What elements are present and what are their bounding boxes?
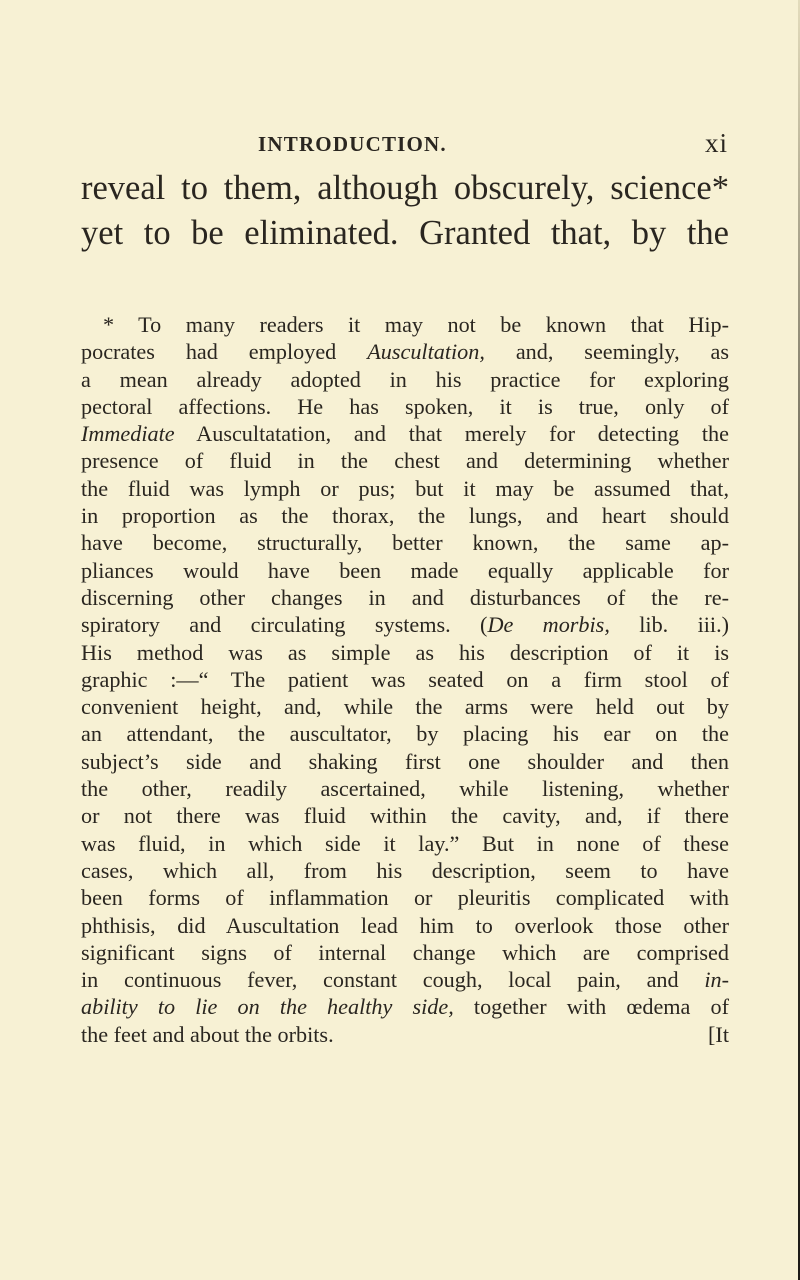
running-title: INTRODUCTION. (258, 132, 447, 156)
footnote-line: His method was as simple as his description of it is (81, 639, 729, 665)
footnote-line: a mean already adopted in his practice for exploring (81, 366, 729, 392)
page-number: xi (704, 128, 728, 158)
footnote-italic: in- (704, 967, 729, 993)
footnote-line: pliances would have been made equally applicable for (81, 557, 729, 583)
footnote-line: graphic :—“ The patient was seated on a firm stool of (81, 666, 729, 692)
footnote-line: phthisis, did Auscultation lead him to overlook those other (81, 912, 729, 938)
footnote-line: convenient height, and, while the arms were held out by (81, 694, 729, 720)
main-text (81, 166, 729, 256)
footnote-line: pectoral affections. He has spoken, it is true, only of (81, 393, 729, 419)
footnote (81, 311, 729, 1048)
footnote-text: spiratory and circulating systems. ( (81, 612, 488, 638)
footnote-text: Auscultatation, and that merely for detecting the (174, 421, 729, 447)
footnote-line: presence of fluid in the chest and determining whether (81, 448, 729, 474)
footnote-line: subject’s side and shaking first one shoulder and then (81, 748, 729, 774)
footnote-italic: Auscultation, (367, 339, 485, 365)
footnote-line: significant signs of internal change which are comprised (81, 939, 729, 965)
footnote-line (81, 338, 729, 365)
footnote-line (81, 420, 729, 447)
footnote-line: the other, readily ascertained, while listening, whether (81, 776, 729, 802)
footnote-line: been forms of inflammation or pleuritis complicated with (81, 885, 729, 911)
footnote-line: have become, structurally, better known, the same ap- (81, 530, 729, 556)
footnote-line (81, 966, 729, 993)
footnote-italic: De morbis, (487, 612, 610, 638)
footnote-line: discerning other changes in and disturbances of the re- (81, 584, 729, 610)
footnote-text: in continuous fever, constant cough, local pain, and (81, 967, 705, 993)
catchword: [It (708, 1021, 729, 1047)
main-line: yet to be eliminated. Granted that, by the (81, 214, 729, 252)
footnote-text: lib. iii.) (609, 612, 730, 638)
footnote-line: in proportion as the thorax, the lungs, and heart should (81, 503, 729, 529)
footnote-line: * To many readers it may not be known that Hip- (103, 312, 729, 337)
footnote-italic: Immediate (81, 421, 175, 447)
footnote-line: the fluid was lymph or pus; but it may be assumed that, (81, 475, 729, 501)
footnote-text: together with œdema of (453, 994, 730, 1020)
footnote-line: was fluid, in which side it lay.” But in none of these (81, 830, 729, 856)
main-line: reveal to them, although obscurely, science* (81, 169, 729, 207)
footnote-line: cases, which all, from his description, seem to have (81, 857, 729, 883)
footnote-line (81, 993, 729, 1020)
running-head (258, 128, 728, 164)
footnote-line: an attendant, the auscultator, by placing his ear on the (81, 721, 729, 747)
footnote-line: or not there was fluid within the cavity, and, if there (81, 803, 729, 829)
footnote-italic: ability to lie on the healthy side, (81, 994, 454, 1020)
footnote-text: the feet and about the orbits. (81, 1021, 334, 1047)
footnote-line (81, 611, 729, 638)
footnote-line (81, 1021, 729, 1048)
footnote-text: pocrates had employed (81, 339, 368, 365)
footnote-text: and, seemingly, as (484, 339, 730, 365)
